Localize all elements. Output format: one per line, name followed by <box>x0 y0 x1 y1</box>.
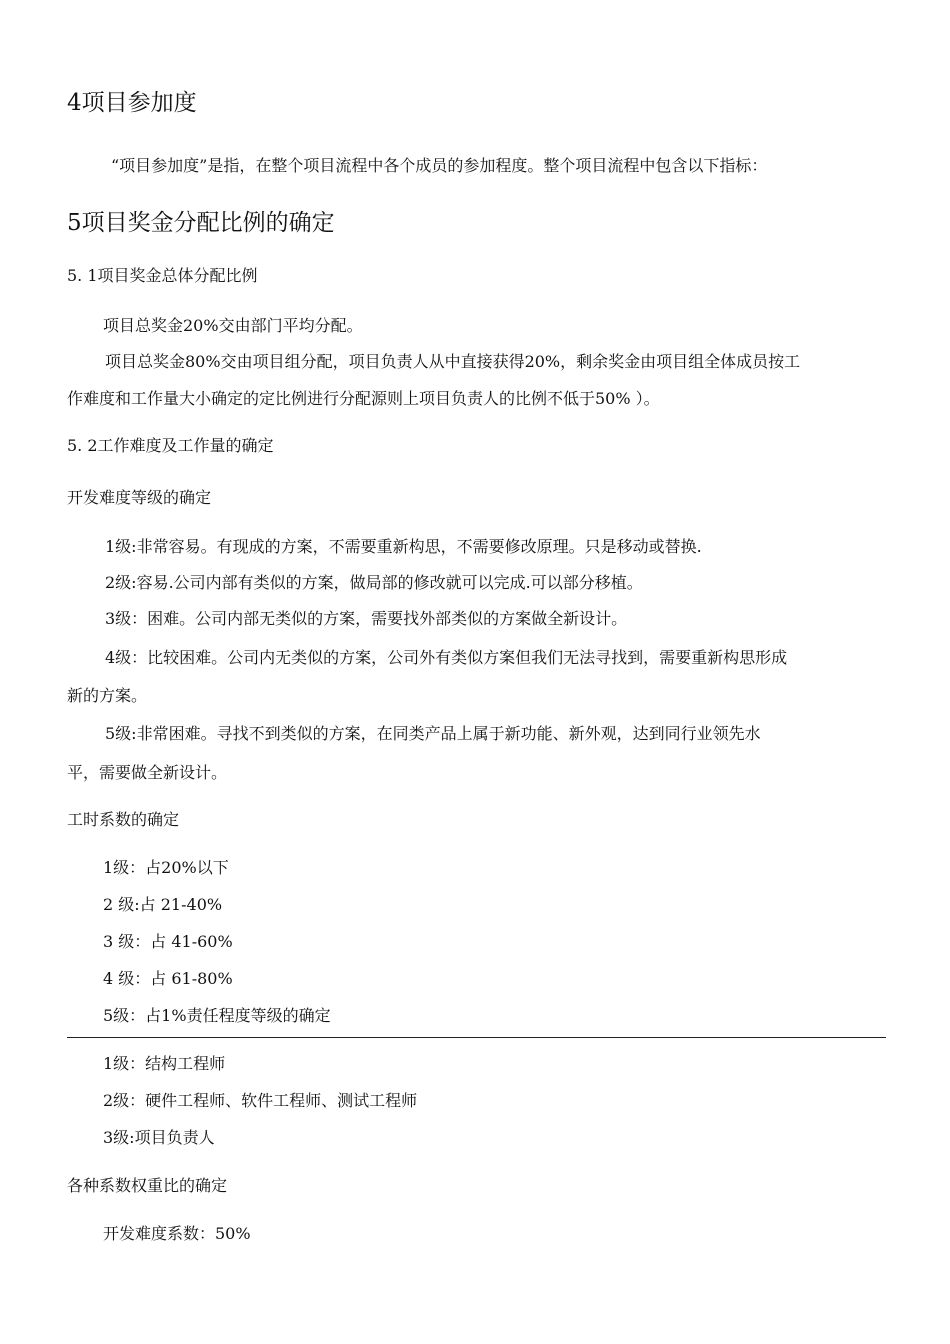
section-4-title: 4项目参加度 <box>67 90 197 116</box>
list-item: 1级：占20%以下 <box>103 858 229 877</box>
paragraph: 项目总奖金80%交由项目组分配，项目负责人从中直接获得20%，剩余奖金由项目组全体成员按工 <box>105 352 801 371</box>
subsection-5-1-title: 5. 1项目奖金总体分配比例 <box>67 266 258 285</box>
weights-heading: 各种系数权重比的确定 <box>67 1176 228 1195</box>
section-5-title: 5项目奖金分配比例的确定 <box>67 210 335 236</box>
list-item: 1级：结构工程师 <box>103 1054 226 1073</box>
list-item: 4 级：占 61-80% <box>103 969 233 988</box>
paragraph-continuation: 作难度和工作量大小确定的定比例进行分配源则上项目负责人的比例不低于50% ）。 <box>67 389 660 408</box>
list-item: 5级：占1%责任程度等级的确定 <box>103 1006 331 1025</box>
list-item: 开发难度系数：50% <box>103 1224 251 1243</box>
list-item-continuation: 新的方案。 <box>67 686 148 705</box>
list-item: 1级:非常容易。有现成的方案，不需要重新构思，不需要修改原理。只是移动或替换. <box>105 537 702 556</box>
list-item: 3 级：占 41-60% <box>103 932 233 951</box>
list-item: 5级:非常困难。寻找不到类似的方案，在同类产品上属于新功能、新外观，达到同行业领先水 <box>105 724 761 743</box>
list-item: 3级：困难。公司内部无类似的方案，需要找外部类似的方案做全新设计。 <box>105 609 628 628</box>
subsection-5-2-title: 5. 2工作难度及工作量的确定 <box>67 436 274 455</box>
list-item-continuation: 平，需要做全新设计。 <box>67 763 228 782</box>
hours-heading: 工时系数的确定 <box>67 810 180 829</box>
horizontal-divider <box>67 1037 886 1038</box>
list-item: 2级:容易.公司内部有类似的方案，做局部的修改就可以完成.可以部分移植。 <box>105 573 643 592</box>
list-item: 4级：比较困难。公司内无类似的方案，公司外有类似方案但我们无法寻找到，需要重新构思形成 <box>105 648 788 667</box>
paragraph: 项目总奖金20%交由部门平均分配。 <box>103 316 363 335</box>
list-item: 2 级:占 21-40% <box>103 895 223 914</box>
section-4-intro: “项目参加度”是指，在整个项目流程中各个成员的参加程度。整个项目流程中包含以下指标： <box>111 156 768 175</box>
list-item: 3级:项目负责人 <box>103 1128 215 1147</box>
difficulty-heading: 开发难度等级的确定 <box>67 488 212 507</box>
list-item: 2级：硬件工程师、软件工程师、测试工程师 <box>103 1091 418 1110</box>
